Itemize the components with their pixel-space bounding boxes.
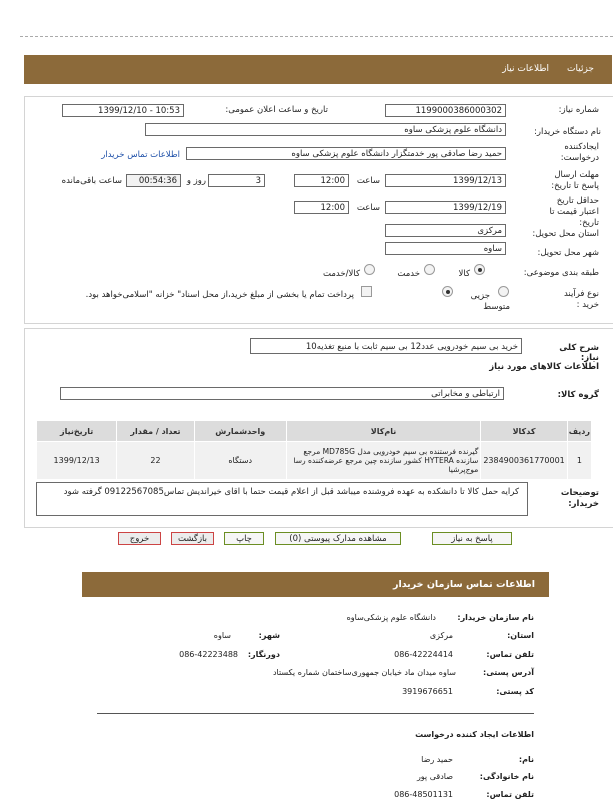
exit-button[interactable]: خروج bbox=[118, 532, 161, 545]
tab-need-info[interactable]: اطلاعات نیاز bbox=[502, 64, 549, 74]
contact-city: ساوه bbox=[213, 631, 231, 640]
category-goods-label: کالا bbox=[458, 269, 470, 279]
cell-date: 1399/12/13 bbox=[37, 442, 117, 480]
group-field[interactable]: ارتباطی و مخابراتی bbox=[60, 387, 504, 400]
contact-divider bbox=[97, 713, 534, 714]
buyer-contact-link[interactable]: اطلاعات تماس خریدار bbox=[101, 150, 180, 160]
attachments-button[interactable]: مشاهده مدارک پیوستی (0) bbox=[275, 532, 401, 545]
buyer-org-label: نام دستگاه خریدار: bbox=[534, 127, 601, 137]
tab-details[interactable]: جزئیات bbox=[567, 64, 594, 74]
remaining-time-field: 00:54:36 bbox=[126, 174, 181, 187]
category-label: طبقه بندی موضوعی: bbox=[523, 268, 599, 278]
creator-label: ایجادکننده درخواست: bbox=[560, 142, 599, 163]
creator-name-label: نام: bbox=[518, 755, 534, 764]
process-medium-label: متوسط bbox=[483, 302, 510, 312]
need-number-field[interactable]: 1199000386000302 bbox=[385, 104, 506, 117]
col-code: کدکالا bbox=[481, 421, 567, 442]
goods-info-title: اطلاعات کالاهای مورد نیاز bbox=[489, 362, 599, 372]
province-label: استان محل تحویل: bbox=[532, 229, 599, 239]
items-table bbox=[36, 420, 592, 480]
contact-org-label: نام سازمان خریدار: bbox=[457, 613, 534, 622]
top-divider bbox=[20, 36, 613, 37]
deadline-time-label: ساعت bbox=[356, 176, 380, 186]
creator-family: صادقی پور bbox=[416, 772, 453, 781]
contact-postal-label: کد پستی: bbox=[496, 687, 534, 696]
col-unit: واحدشمارش bbox=[194, 421, 286, 442]
reply-button[interactable]: پاسخ به نیاز bbox=[432, 532, 512, 545]
cell-unit: دستگاه bbox=[194, 442, 286, 480]
contact-city-label: شهر: bbox=[258, 631, 280, 640]
buyer-notes-label: توضیحات خریدار: bbox=[560, 488, 599, 509]
contact-title: اطلاعات تماس سازمان خریدار bbox=[392, 579, 535, 590]
creator-name: حمید رضا bbox=[421, 755, 453, 764]
process-label: نوع فرآیند خرید : bbox=[563, 289, 599, 310]
announce-field[interactable]: 1399/12/10 - 10:53 bbox=[62, 104, 184, 117]
items-table-wrap bbox=[36, 420, 592, 480]
announce-label: تاریخ و ساعت اعلان عمومی: bbox=[225, 105, 328, 115]
col-qty: تعداد / مقدار bbox=[117, 421, 195, 442]
process-minor-radio[interactable] bbox=[442, 286, 453, 297]
col-name: نام‌کالا bbox=[286, 421, 481, 442]
creator-info-title: اطلاعات ایجاد کننده درخواست bbox=[415, 730, 534, 739]
days-label: روز و bbox=[186, 176, 206, 186]
city-label: شهر محل تحویل: bbox=[537, 248, 599, 258]
contact-province: مرکزی bbox=[429, 631, 453, 640]
category-both-label: کالا/خدمت bbox=[323, 269, 360, 279]
category-service-radio[interactable] bbox=[424, 264, 435, 275]
creator-phone: 086-48501131 bbox=[394, 790, 453, 799]
deadline-label: مهلت ارسال پاسخ تا تاریخ: bbox=[551, 170, 599, 191]
contact-province-label: استان: bbox=[507, 631, 534, 640]
category-service-label: خدمت bbox=[397, 269, 420, 279]
header-bar bbox=[24, 55, 612, 84]
print-button[interactable]: چاپ bbox=[224, 532, 264, 545]
general-desc-label: شرح کلی نیاز: bbox=[559, 343, 599, 363]
category-goods-radio[interactable] bbox=[474, 264, 485, 275]
cell-code: 2384900361770001 bbox=[481, 442, 567, 480]
creator-field[interactable]: حمید رضا صادقی پور خدمتگزار دانشگاه علوم پزشکی ساوه bbox=[186, 147, 506, 160]
buyer-org-field[interactable]: دانشگاه علوم پزشکی ساوه bbox=[145, 123, 506, 136]
deadline-time-field[interactable]: 12:00 bbox=[294, 174, 349, 187]
contact-fax: 086-42223488 bbox=[179, 650, 238, 659]
creator-family-label: نام خانوادگی: bbox=[479, 772, 534, 781]
contact-address-label: آدرس پستی: bbox=[483, 668, 534, 677]
general-desc-field[interactable]: خرید بی سیم خودرویی عدد12 بی سیم ثابت با منبع تغذیه10 bbox=[250, 338, 522, 354]
deadline-date-field[interactable]: 1399/12/13 bbox=[385, 174, 506, 187]
validity-date-field[interactable]: 1399/12/19 bbox=[385, 201, 506, 214]
contact-bar bbox=[82, 572, 549, 597]
buyer-notes-field: کرایه حمل کالا تا دانشکده به عهده فروشنده میباشد قبل از اعلام قیمت حتما با اقای خیراندیش تماس09122567085 گرفته شود bbox=[36, 482, 528, 516]
validity-label: حداقل تاریخ اعتبار قیمت تا تاریخ: bbox=[549, 196, 599, 228]
contact-postal: 3919676651 bbox=[402, 687, 453, 696]
treasury-checkbox[interactable] bbox=[361, 286, 372, 297]
category-both-radio[interactable] bbox=[364, 264, 375, 275]
back-button[interactable]: بازگشت bbox=[171, 532, 214, 545]
contact-address: ساوه میدان ماد خیابان جمهوری‌ساختمان شماره یکستاد bbox=[272, 668, 456, 677]
need-number-label: شماره نیاز: bbox=[558, 105, 599, 115]
validity-time-field[interactable]: 12:00 bbox=[294, 201, 349, 214]
group-label: گروه کالا: bbox=[557, 390, 599, 400]
contact-phone: 086-42224414 bbox=[394, 650, 453, 659]
province-field[interactable]: مرکزی bbox=[385, 224, 506, 237]
cell-qty: 22 bbox=[117, 442, 195, 480]
cell-row: 1 bbox=[567, 442, 591, 480]
treasury-note: پرداخت تمام یا بخشی از مبلغ خرید،از محل اسناد" خزانه "اسلامی‌خواهد بود. bbox=[85, 290, 354, 300]
creator-phone-label: تلفن تماس: bbox=[486, 790, 534, 799]
days-field[interactable]: 3 bbox=[208, 174, 265, 187]
contact-org: دانشگاه علوم پزشکی‌ساوه bbox=[346, 613, 436, 622]
city-field[interactable]: ساوه bbox=[385, 242, 506, 255]
col-row: ردیف bbox=[567, 421, 591, 442]
remaining-label: ساعت باقی‌مانده bbox=[61, 176, 122, 186]
col-date: تاریخ‌نیاز bbox=[37, 421, 117, 442]
validity-time-label: ساعت bbox=[356, 203, 380, 213]
cell-name: گیرنده فرستنده بی سیم خودرویی مدل MD785G مرجع سازنده HYTERA کشور سازنده چین مرجع عرضه‌کننده رسا موج‌پرشیا bbox=[286, 442, 481, 480]
contact-phone-label: تلفن تماس: bbox=[486, 650, 534, 659]
process-minor-label: جزیی bbox=[470, 291, 490, 301]
process-partial-radio[interactable] bbox=[498, 286, 509, 297]
contact-fax-label: دورنگار: bbox=[247, 650, 280, 659]
table-row bbox=[37, 442, 592, 480]
